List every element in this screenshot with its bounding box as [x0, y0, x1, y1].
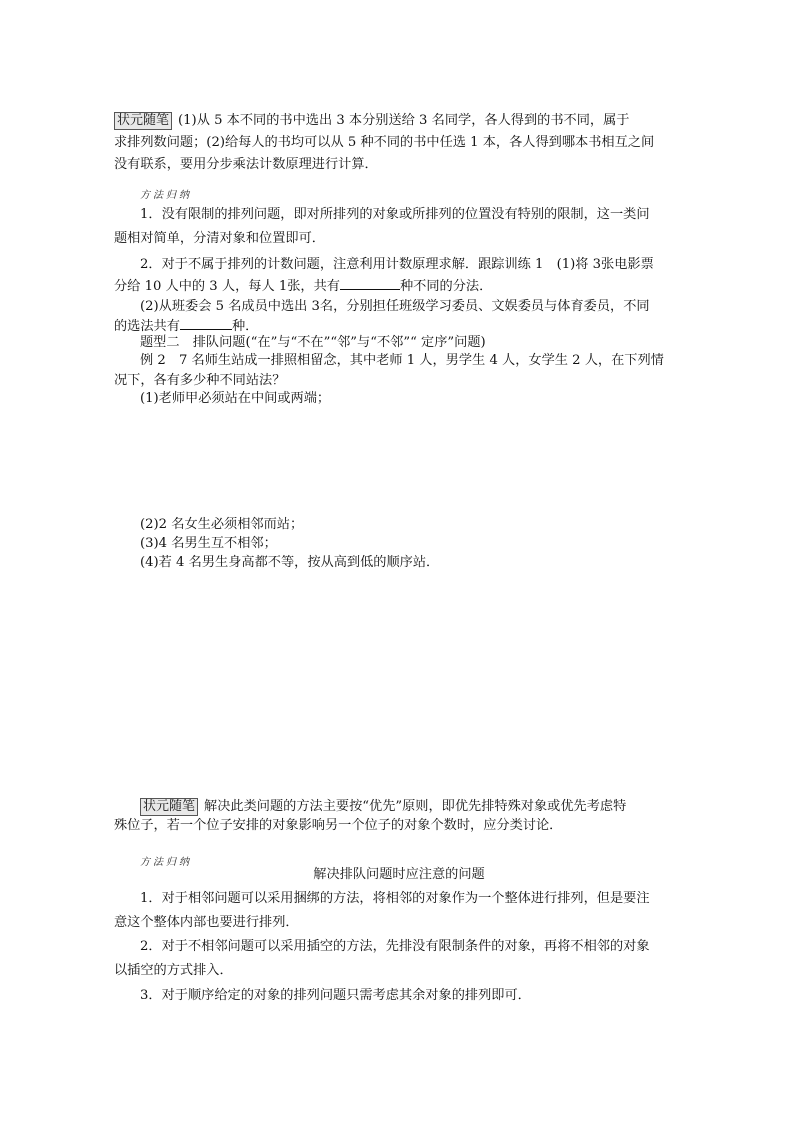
method2-p2-line2: 以插空的方式排入． — [114, 963, 233, 978]
note1-line1 — [114, 110, 684, 132]
method1-p2-line2-b: 种不同的分法． — [399, 279, 493, 294]
method1-p1-line2: 题相对简单，分清对象和位置即可． — [114, 231, 325, 246]
note2-line2: 殊位子，若一个位子安排的对象影响另一个位子的对象个数时，应分类讨论． — [114, 818, 563, 833]
note1-text1: (1)从 5 本不同的书中选出 3 本分别送给 3 名同学，各人得到的书不同，属于 — [178, 113, 630, 128]
question-2: (2)2 名女生必须相邻而站； — [140, 517, 304, 532]
method2-p3-line1: 3．对于顺序给定的对象的排列问题只需考虑其余对象的排列即可． — [140, 988, 531, 1003]
note2-text1: 解决此类问题的方法主要按“优先”原则，即优先排特殊对象或优先考虑特 — [204, 799, 627, 814]
example2-line2: 况下，各有多少种不同站法？ — [114, 373, 286, 388]
method-label: 方法归纳 — [140, 857, 192, 868]
method2-p2-line1: 2．对于不相邻问题可以采用插空的方法，先排没有限制条件的对象，再将不相邻的对象 — [140, 939, 650, 954]
example2-line1: 例 2 7 名师生站成一排照相留念，其中老师 1 人，男学生 4 人，女学生 2 人，在下列情 — [140, 353, 664, 368]
method1-p2-line2 — [114, 276, 684, 298]
question-4: (4)若 4 名男生身高都不等，按从高到低的顺序站． — [140, 555, 440, 570]
method2-title: 解决排队问题时应注意的问题 — [313, 867, 485, 882]
note-badge: 状元随笔 — [114, 112, 172, 130]
question-1: (1)老师甲必须站在中间或两端； — [140, 391, 331, 406]
method1-p3-line1: (2)从班委会 5 名成员中选出 3名，分别担任班级学习委员、文娱委员与体育委员，不同 — [140, 299, 650, 314]
note1-line2: 求排列数问题；(2)给每人的书均可以从 5 种不同的书中任选 1 本，各人得到哪本书相互之间 — [114, 135, 655, 150]
method1-p2-line1: 2．对于不属于排列的计数问题，注意利用计数原理求解．跟踪训练 1 (1)将 3张电影票 — [140, 257, 654, 272]
method1-p1-line1: 1．没有限制的排列问题，即对所排列的对象或所排列的位置没有特别的限制，这一类问 — [140, 207, 650, 222]
question-3: (3)4 名男生互不相邻； — [140, 536, 277, 551]
answer-blank-1[interactable] — [340, 277, 400, 290]
method2-p1-line1: 1．对于相邻问题可以采用捆绑的方法，将相邻的对象作为一个整体进行排列，但是要注 — [140, 891, 650, 906]
note-badge: 状元随笔 — [140, 798, 198, 816]
answer-blank-2[interactable] — [180, 317, 232, 330]
method1-p3-line2-a: 的选法共有 — [114, 319, 180, 334]
method1-p2-line2-a: 分给 10 人中的 3 人，每人 1张，共有 — [114, 279, 340, 294]
note1-line3: 没有联系，要用分步乘法计数原理进行计算． — [114, 157, 378, 172]
method1-p3-line2-b: 种． — [231, 319, 259, 334]
method-label: 方法归纳 — [140, 190, 192, 201]
method2-p1-line2: 意这个整体内部也要进行排列． — [114, 915, 299, 930]
type2-heading: 题型二 排队问题(“在”与“不在”“邻”与“不邻”“ 定序”问题) — [140, 335, 486, 350]
